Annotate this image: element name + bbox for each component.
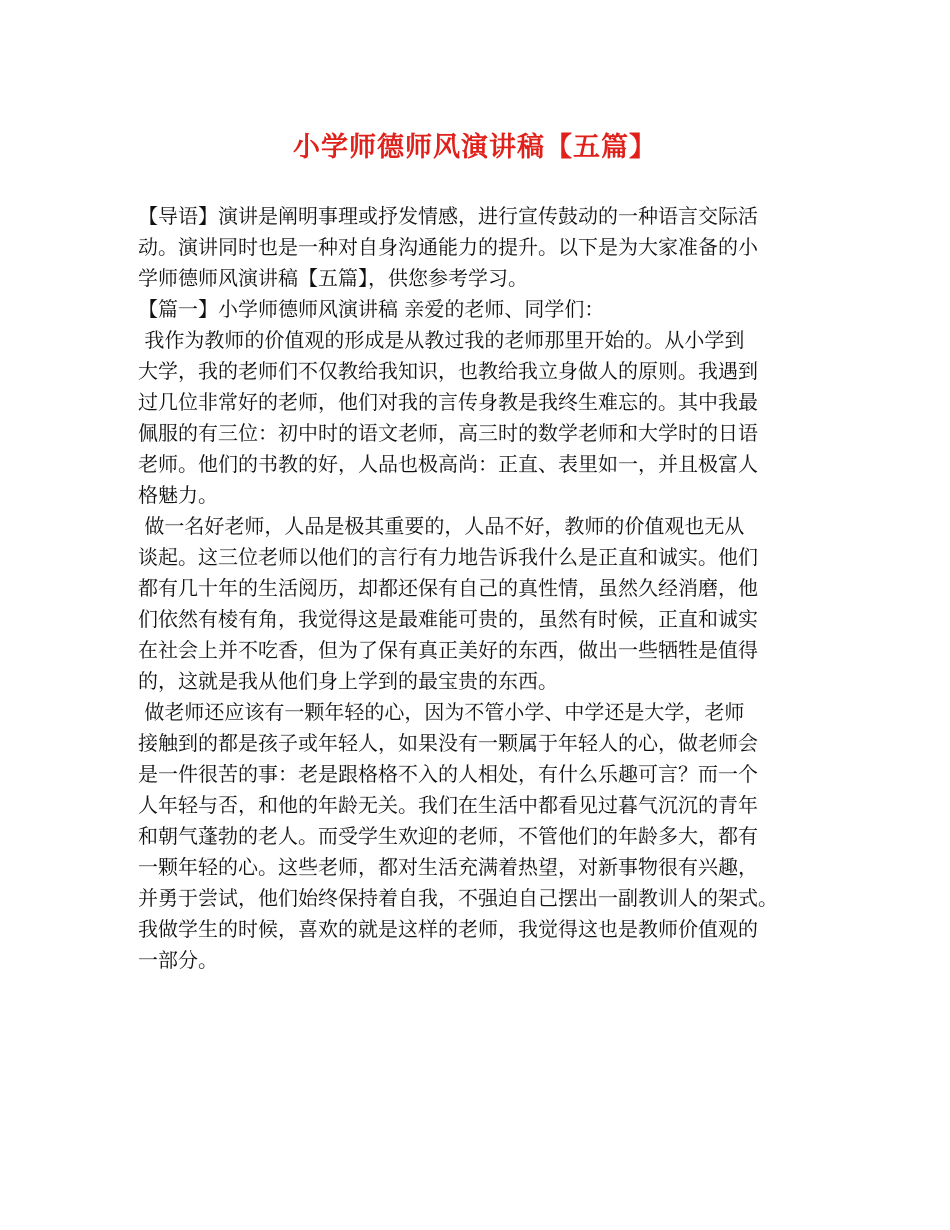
body-line: 做一名好老师，人品是极其重要的，人品不好，教师的价值观也无从 (138, 514, 745, 538)
body-line: 格魅力。 (138, 483, 218, 507)
body-line: 谈起。这三位老师以他们的言行有力地告诉我什么是正直和诚实。他们 (138, 545, 758, 569)
document-title: 小学师德师风演讲稿【五篇】 (293, 132, 657, 163)
body-line: 和朝气蓬勃的老人。而受学生欢迎的老师，不管他们的年龄多大，都有 (138, 824, 758, 848)
body-line: 学师德师风演讲稿【五篇】，供您参考学习。 (138, 266, 528, 290)
body-line: 人年轻与否，和他的年龄无关。我们在生活中都看见过暮气沉沉的青年 (138, 793, 758, 817)
body-line: 做老师还应该有一颗年轻的心，因为不管小学、中学还是大学，老师 (138, 700, 745, 724)
body-line: 大学，我的老师们不仅教给我知识，也教给我立身做人的原则。我遇到 (138, 359, 758, 383)
body-line: 我做学生的时候，喜欢的就是这样的老师，我觉得这也是教师价值观的 (138, 917, 758, 941)
body-line: 我作为教师的价值观的形成是从教过我的老师那里开始的。从小学到 (138, 328, 745, 352)
body-line: 并勇于尝试，他们始终保持着自我，不强迫自己摆出一副教训人的架式。 (138, 886, 778, 910)
document-body (138, 201, 838, 976)
body-line: 老师。他们的书教的好，人品也极高尚：正直、表里如一，并且极富人 (138, 452, 758, 476)
body-line: 一部分。 (138, 948, 218, 972)
body-line: 过几位非常好的老师，他们对我的言传身教是我终生难忘的。其中我最 (138, 390, 758, 414)
body-line: 都有几十年的生活阅历，却都还保有自己的真性情，虽然久经消磨，他 (138, 576, 758, 600)
body-line: 们依然有棱有角，我觉得这是最难能可贵的，虽然有时候，正直和诚实 (138, 607, 758, 631)
body-line: 是一件很苦的事：老是跟格格不入的人相处，有什么乐趣可言？而一个 (138, 762, 758, 786)
body-line: 【导语】演讲是阐明事理或抒发情感，进行宣传鼓动的一种语言交际活 (138, 204, 758, 228)
body-line: 【篇一】小学师德师风演讲稿 亲爱的老师、同学们： (138, 297, 605, 321)
body-line: 在社会上并不吃香，但为了保有真正美好的东西，做出一些牺牲是值得 (138, 638, 758, 662)
body-line: 一颗年轻的心。这些老师，都对生活充满着热望，对新事物很有兴趣， (138, 855, 758, 879)
body-line: 的，这就是我从他们身上学到的最宝贵的东西。 (138, 669, 558, 693)
body-line: 动。演讲同时也是一种对自身沟通能力的提升。以下是为大家准备的小 (138, 235, 758, 259)
body-line: 佩服的有三位：初中时的语文老师，高三时的数学老师和大学时的日语 (138, 421, 758, 445)
body-line: 接触到的都是孩子或年轻人，如果没有一颗属于年轻人的心，做老师会 (138, 731, 758, 755)
